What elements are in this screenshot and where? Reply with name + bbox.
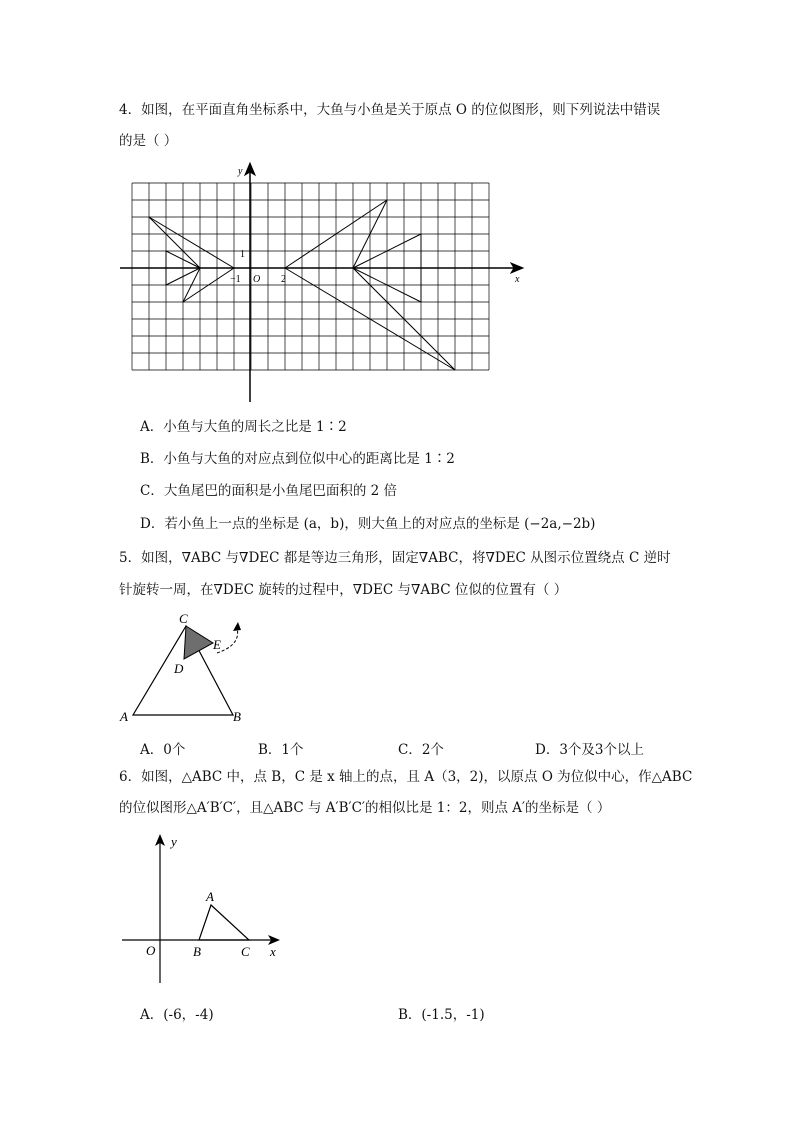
q5-stem-line2: 针旋转一周，在∇DEC 旋转的过程中，∇DEC 与∇ABC 位似的位置有（ ） bbox=[119, 582, 568, 598]
q4-stem-line1: 4．如图，在平面直角坐标系中，大鱼与小鱼是关于原点 O 的位似图形，则下列说法中错误 bbox=[119, 102, 661, 118]
q5-label-c: C bbox=[179, 611, 188, 626]
q4-option-b: B．小鱼与大鱼的对应点到位似中心的距离比是 1∶2 bbox=[140, 451, 455, 467]
q6-label-a: A bbox=[206, 889, 214, 904]
small-fish bbox=[149, 217, 234, 302]
q4-grid bbox=[132, 183, 489, 370]
q5-label-b: B bbox=[233, 709, 241, 724]
q5-option-c: C．2个 bbox=[398, 742, 444, 758]
q6-option-a: A．(-6，-4) bbox=[140, 1007, 214, 1023]
q5-stem-line1: 5．如图，∇ABC 与∇DEC 都是等边三角形，固定∇ABC，将∇DEC 从图示位置绕点 C 逆时 bbox=[119, 550, 671, 566]
q6-stem-line1: 6．如图，△ABC 中，点 B，C 是 x 轴上的点，且 A（3，2)，以原点 O 为位似中心，作△ABC bbox=[119, 769, 693, 785]
q5-option-a: A．0个 bbox=[140, 742, 186, 758]
q4-x-label: x bbox=[515, 274, 520, 285]
q4-option-c: C．大鱼尾巴的面积是小鱼尾巴面积的 2 倍 bbox=[140, 483, 398, 499]
q6-x-label: x bbox=[270, 944, 276, 959]
q4-stem-line2: 的是（ ） bbox=[119, 133, 178, 149]
q5-label-d: D bbox=[174, 661, 184, 676]
q5-label-e: E bbox=[213, 637, 221, 652]
q4-option-d: D．若小鱼上一点的坐标是 (a，b)，则大鱼上的对应点的坐标是 (−2a,−2b) bbox=[140, 516, 596, 532]
q6-figure bbox=[0, 830, 794, 990]
q6-label-c: C bbox=[241, 944, 250, 959]
q5-option-d: D．3个及3个以上 bbox=[535, 742, 645, 758]
triangle-abc-6 bbox=[199, 905, 249, 940]
q4-tick-1: 1 bbox=[240, 249, 245, 260]
q4-figure bbox=[0, 150, 794, 410]
triangle-dec bbox=[184, 626, 213, 659]
q4-y-label: y bbox=[238, 166, 243, 177]
q6-label-b: B bbox=[193, 944, 201, 959]
q6-y-label: y bbox=[171, 834, 177, 849]
q6-option-b: B．(-1.5，-1) bbox=[398, 1007, 485, 1023]
q4-option-a: A．小鱼与大鱼的周长之比是 1∶2 bbox=[140, 419, 347, 435]
q6-stem-line2: 的位似图形△A′B′C′，且△ABC 与 A′B′C′的相似比是 1：2，则点 A′的坐标是（ ） bbox=[119, 800, 611, 816]
q4-origin-label: O bbox=[253, 274, 261, 285]
q5-option-b: B．1个 bbox=[258, 742, 304, 758]
q6-origin-label: O bbox=[146, 943, 156, 958]
q5-figure bbox=[0, 605, 794, 725]
q4-tick-neg1: −1 bbox=[230, 274, 241, 285]
q4-tick-2: 2 bbox=[281, 274, 286, 285]
q5-label-a: A bbox=[120, 709, 128, 724]
